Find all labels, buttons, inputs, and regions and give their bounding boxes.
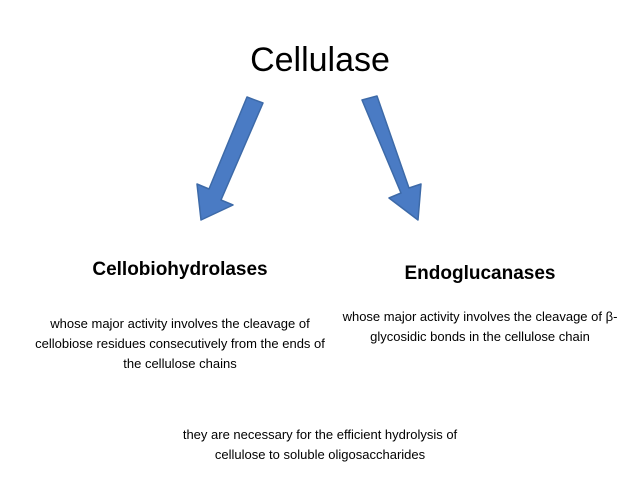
diagram-title: Cellulase [250, 41, 390, 79]
cellobiohydrolases-description: whose major activity involves the cleavage of cellobiose residues consecutively from the ends of the cellulose chains [35, 316, 325, 371]
footer-note: they are necessary for the efficient hydrolysis of cellulose to soluble oligosaccharides [182, 427, 458, 462]
endoglucanases-heading: Endoglucanases [404, 263, 556, 284]
left-arrow [197, 97, 263, 220]
right-arrow [362, 96, 421, 220]
cellobiohydrolases-heading: Cellobiohydrolases [92, 259, 268, 280]
endoglucanases-description: whose major activity involves the cleavage of β-glycosidic bonds in the cellulose chain [342, 309, 618, 344]
